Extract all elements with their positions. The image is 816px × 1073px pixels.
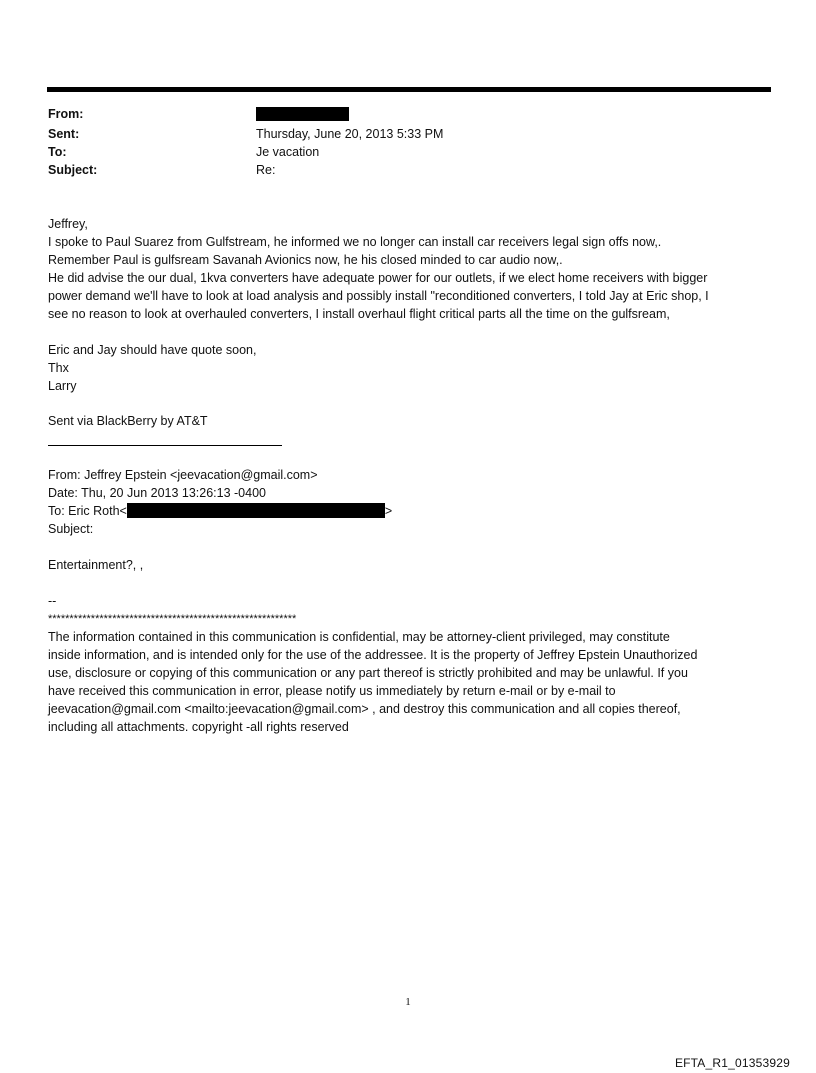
quoted-body	[48, 556, 773, 574]
from-label: From:	[48, 107, 84, 121]
sent-row	[48, 125, 748, 143]
to-value: Je vacation	[256, 145, 320, 159]
quoted-date: Date: Thu, 20 Jun 2013 13:26:13 -0400	[48, 486, 266, 500]
quoted-from: From: Jeffrey Epstein <jeevacation@gmail.com>	[48, 468, 318, 482]
quoted-to-prefix: To: Eric Roth<	[48, 504, 127, 518]
disclaimer-line: inside information, and is intended only for the use of the addressee. It is the property of Jeffrey Epstein Unauthorized	[48, 648, 698, 662]
from-value	[256, 105, 716, 126]
closing-line: Eric and Jay should have quote soon,	[48, 343, 257, 357]
from-row	[48, 105, 748, 123]
disclaimer-block	[48, 592, 773, 736]
disclaimer-line: including all attachments. copyright -all rights reserved	[48, 720, 349, 734]
signature: Sent via BlackBerry by AT&T	[48, 414, 208, 428]
from-redaction	[256, 107, 349, 121]
message-line: Remember Paul is gulfsream Savanah Avionics now, he his closed minded to car audio now,.	[48, 253, 563, 267]
quote-separator	[48, 445, 282, 446]
disclaimer-line: have received this communication in error, please notify us immediately by return e-mail or by e-mail to	[48, 684, 616, 698]
subject-label: Subject:	[48, 163, 98, 177]
message-line: see no reason to look at overhauled converters, I install overhaul flight critical parts all the time on the gulfsream,	[48, 307, 670, 321]
quoted-body-text: Entertainment?, ,	[48, 558, 144, 572]
sent-value: Thursday, June 20, 2013 5:33 PM	[256, 127, 444, 141]
signature-block	[48, 412, 773, 430]
page-number: 1	[405, 996, 411, 1008]
header-rule	[47, 87, 771, 92]
to-row	[48, 143, 748, 161]
disclaimer-line: The information contained in this communication is confidential, may be attorney-client privileged, may constitute	[48, 630, 670, 644]
message-body	[48, 215, 773, 323]
subject-value: Re:	[256, 163, 276, 177]
closing-line: Larry	[48, 379, 77, 393]
sig-dash: --	[48, 594, 57, 608]
quoted-to	[48, 502, 773, 520]
to-label: To:	[48, 145, 67, 159]
star-line: **********************************************************	[48, 613, 297, 625]
quoted-to-redaction	[127, 503, 385, 518]
quoted-to-suffix: >	[384, 504, 393, 518]
quoted-header	[48, 466, 773, 538]
disclaimer-line: use, disclosure or copying of this communication or any part thereof is strictly prohibited and may be unlawful. If you	[48, 666, 688, 680]
message-line: power demand we'll have to look at load analysis and possibly install "reconditioned converters, I told Jay at Eric shop, I	[48, 289, 709, 303]
quoted-subject: Subject:	[48, 522, 94, 536]
closing-line: Thx	[48, 361, 69, 375]
disclaimer-line: jeevacation@gmail.com <mailto:jeevacation@gmail.com> , and destroy this communication and all copies thereof,	[48, 702, 681, 716]
greeting: Jeffrey,	[48, 217, 88, 231]
message-line: He did advise the our dual, 1kva converters have adequate power for our outlets, if we elect home receivers with bigger	[48, 271, 708, 285]
sent-label: Sent:	[48, 127, 80, 141]
subject-row	[48, 161, 748, 179]
document-id: EFTA_R1_01353929	[674, 1056, 790, 1070]
message-closing	[48, 341, 773, 395]
message-line: I spoke to Paul Suarez from Gulfstream, he informed we no longer can install car receivers legal sign offs now,.	[48, 235, 662, 249]
